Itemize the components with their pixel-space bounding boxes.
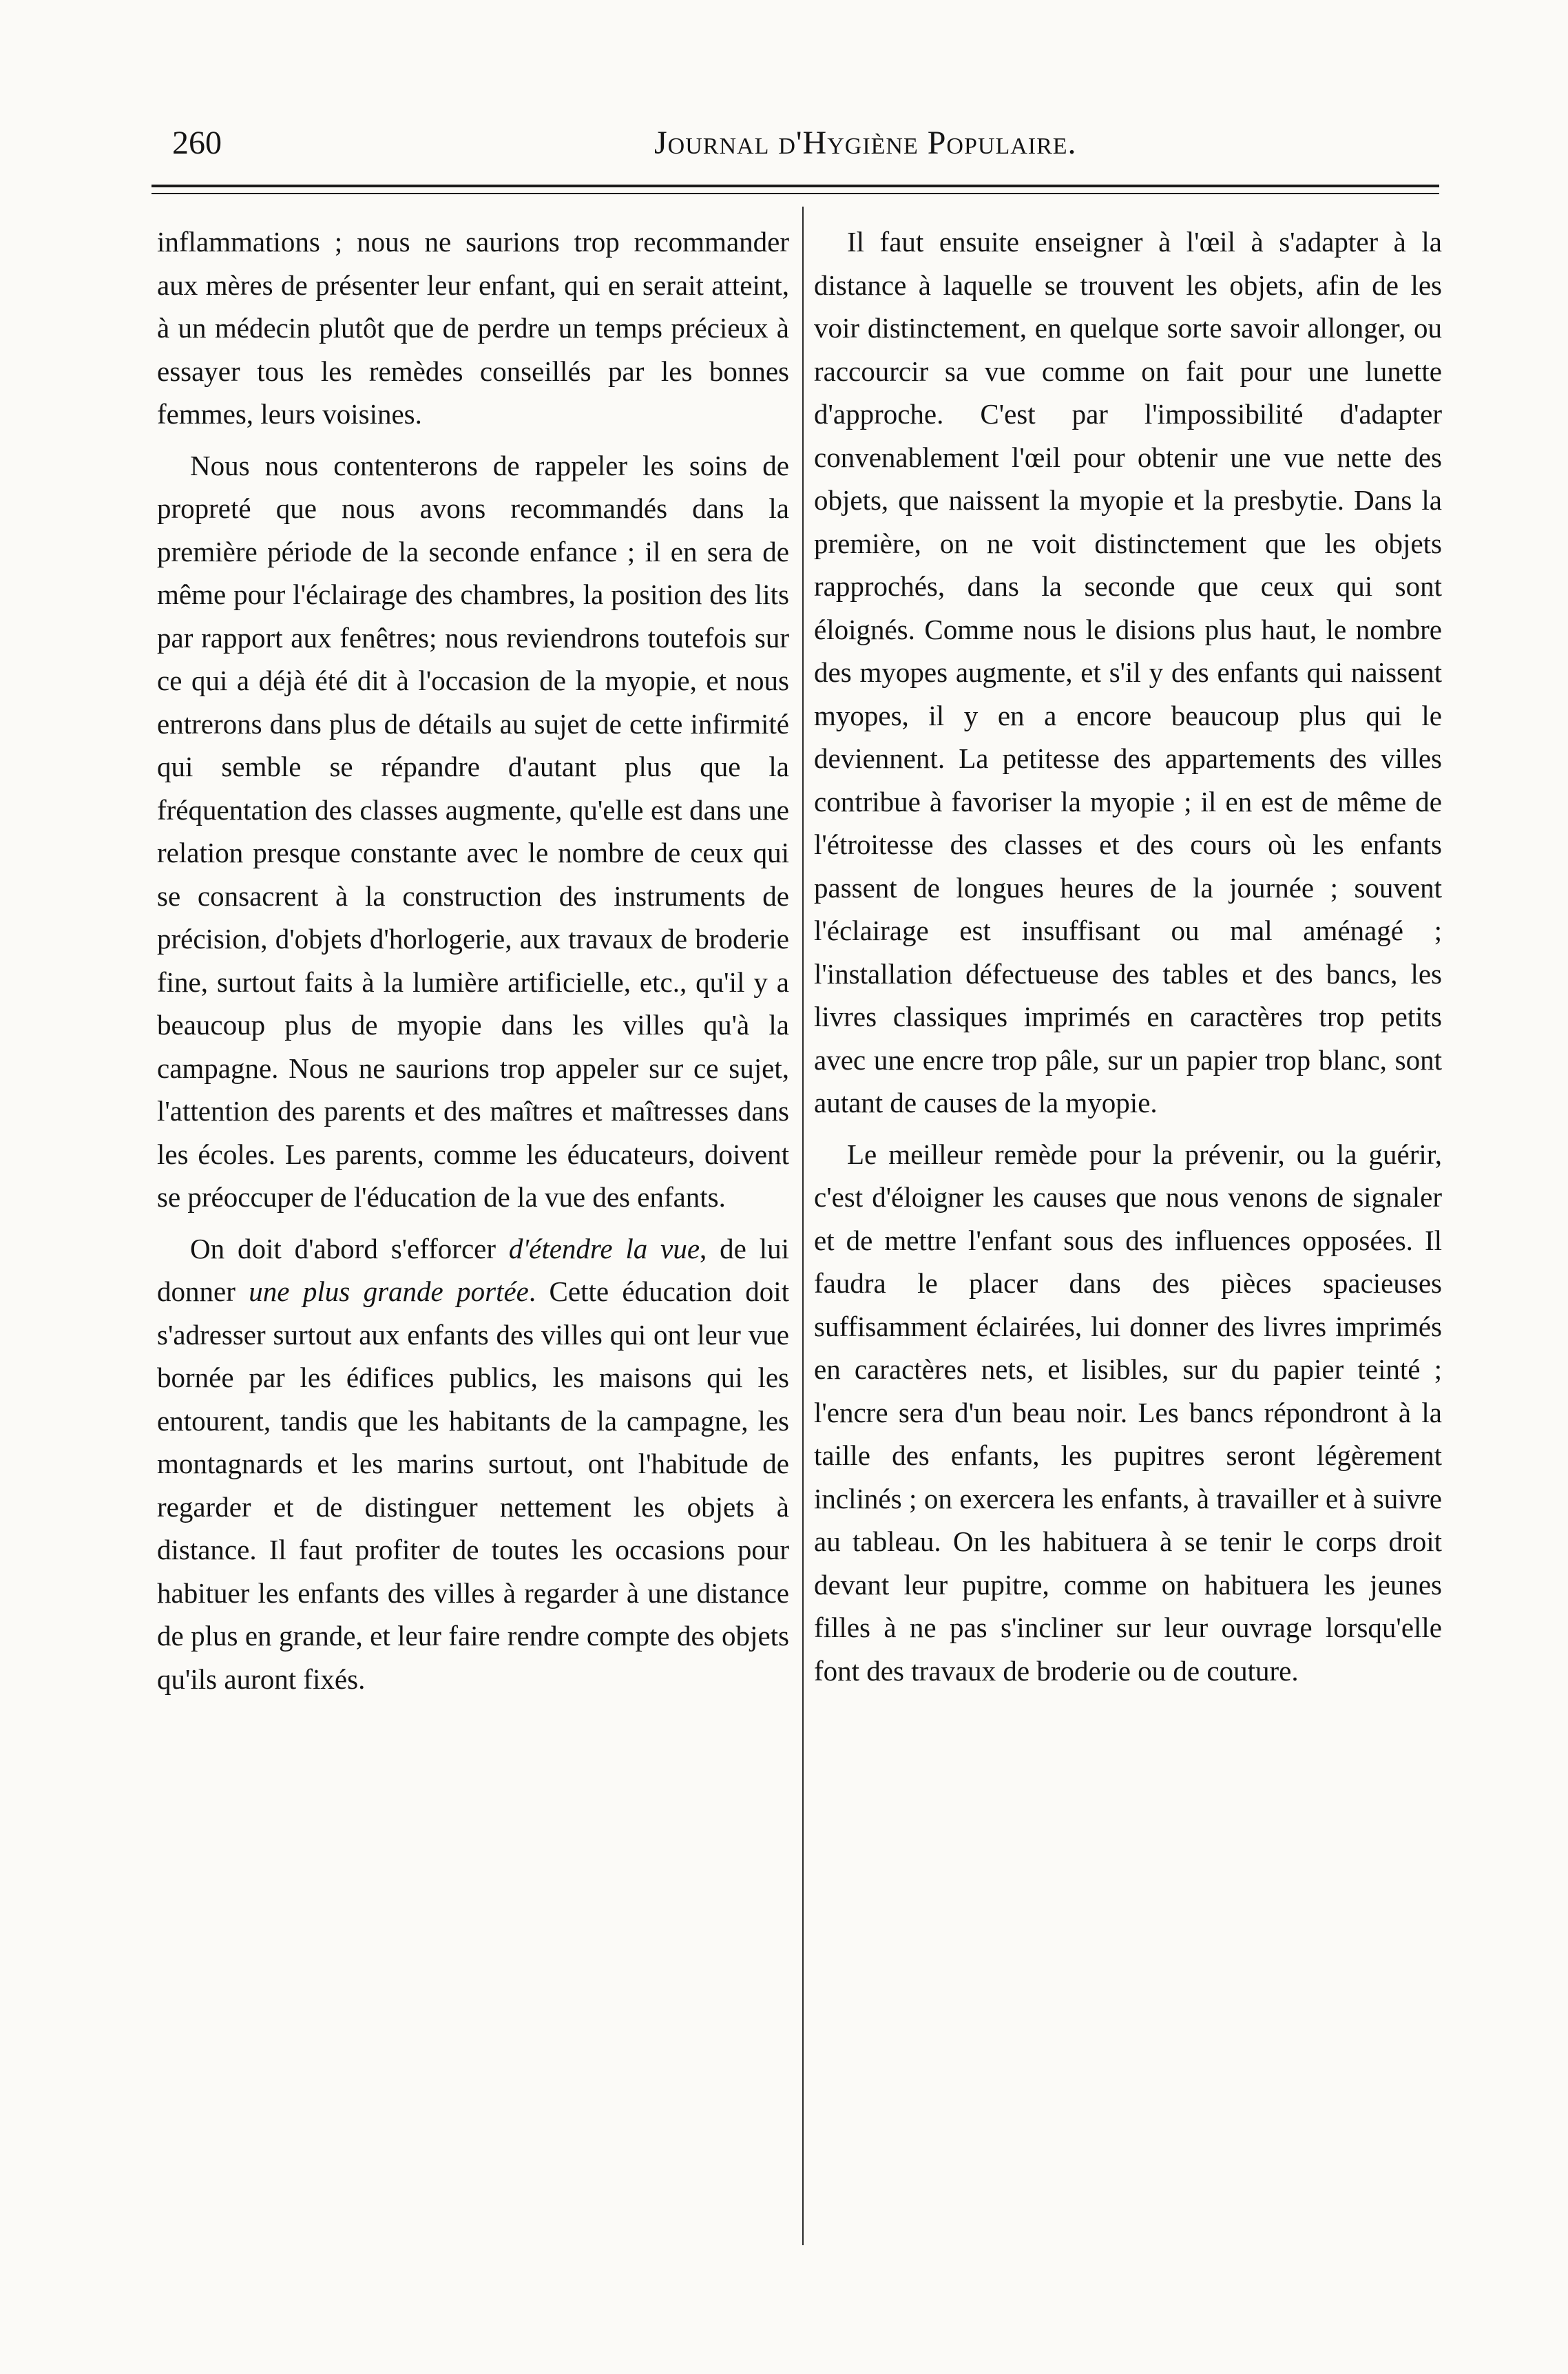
left-paragraph-3-part-c: . Cette éducation doit s'adresser surtout aux enfants des villes qui ont leur vue bornée par les édifices publics, les maisons qui les entourent, tandis que les habitants de la campagne, les montagnards et les marins surtout, ont l'habitude de regarder et de distinguer nettement les objets à distance. Il faut profiter de toutes les occasions pour habituer les enfants des villes à regarder à une distance de plus en grande, et leur faire rendre compte des objets qu'ils auront fixés. <box>157 1275 789 1695</box>
left-paragraph-3-part-a: On doit d'abord s'efforcer <box>190 1232 509 1264</box>
running-title: Journal d'Hygiène Populaire. <box>654 125 1077 161</box>
left-paragraph-3 <box>157 1227 789 1701</box>
page-number: 260 <box>172 125 222 161</box>
left-paragraph-1: inflammations ; nous ne saurions trop recommander aux mères de présenter leur enfant, qui en serait atteint, à un médecin plutôt que de perdre un temps précieux à essayer tous les remèdes conseillés par les bonnes femmes, leurs voisines. <box>157 226 789 430</box>
header-rule-thin <box>151 193 1439 194</box>
column-divider <box>802 207 804 2245</box>
left-column <box>157 220 789 1700</box>
left-paragraph-3-italic-1: d'étendre la vue <box>508 1232 700 1264</box>
right-paragraph-1: Il faut ensuite enseigner à l'œil à s'adapter à la distance à laquelle se trouvent les objets, afin de les voir distinctement, en quelque sorte savoir allonger, ou raccourcir sa vue comme on fait pour une lunette d'approche. C'est par l'impossibilité d'adapter convenablement l'œil pour obtenir une vue nette des objets, que naissent la myopie et la presbytie. Dans la première, on ne voit distinctement que les objets rapprochés, dans la seconde que ceux qui sont éloignés. Comme nous le disions plus haut, le nombre des myopes augmente, et s'il y des enfants qui naissent myopes, il y en a encore beaucoup plus qui le deviennent. La petitesse des appartements des villes contribue à favoriser la myopie ; il en est de même de l'étroitesse des classes et des cours où les enfants passent de longues heures de la journée ; souvent l'éclairage est insuffisant ou mal aménagé ; l'installation défectueuse des tables et des bancs, les livres classiques imprimés en caractères trop petits avec une encre trop pâle, sur un papier trop blanc, sont autant de causes de la myopie. <box>814 226 1442 1118</box>
page-header <box>172 124 1437 165</box>
header-rule-thick <box>151 185 1439 187</box>
left-paragraph-2: Nous nous contenterons de rappeler les soins de propreté que nous avons recommandés dans la première période de la seconde enfance ; il en sera de même pour l'éclairage des chambres, la position des lits par rapport aux fenêtres; nous reviendrons toutefois sur ce qui a déjà été dit à l'occasion de la myopie, et nous entrerons dans plus de détails au sujet de cette infirmité qui semble se répandre d'autant plus que la fréquentation des classes augmente, qu'elle est dans une relation presque constante avec le nombre de ceux qui se consacrent à la construction des instruments de précision, d'objets d'horlogerie, aux travaux de broderie fine, surtout faits à la lumière artificielle, etc., qu'il y a beaucoup plus de myopie dans les villes qu'à la campagne. Nous ne saurions trop appeler sur ce sujet, l'attention des parents et des maîtres et maîtresses dans les écoles. Les parents, comme les éducateurs, doivent se préoccuper de l'éducation de la vue des enfants. <box>157 449 789 1213</box>
right-column <box>814 220 1442 1692</box>
left-paragraph-3-italic-2: une plus grande portée <box>249 1275 529 1307</box>
right-paragraph-2: Le meilleur remède pour la prévenir, ou la guérir, c'est d'éloigner les causes que nous venons de signaler et de mettre l'enfant sous des influences opposées. Il faudra le placer dans des pièces spacieuses suffisamment éclairées, lui donner des livres imprimés en caractères nets, et lisibles, sur du papier teinté ; l'encre sera d'un beau noir. Les bancs répondront à la taille des enfants, les pupitres seront légèrement inclinés ; on exercera les enfants, à travailler et à suivre au tableau. On les habituera à se tenir le corps droit devant leur pupitre, comme on habituera les jeunes filles à ne pas s'incliner sur leur ouvrage lorsqu'elle font des travaux de broderie ou de couture. <box>814 1138 1442 1687</box>
left-paragraph-3-part-b: , de lui donner <box>157 1232 789 1307</box>
